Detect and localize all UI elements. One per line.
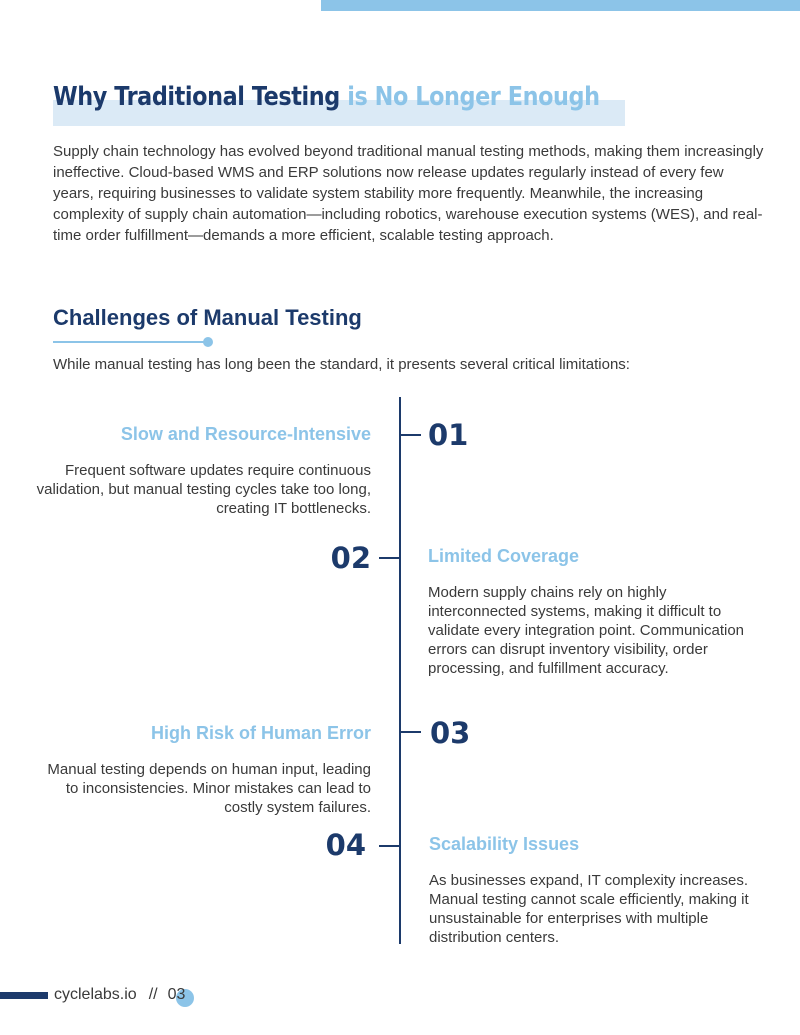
footer [54,986,185,1004]
page-title-light: is No Longer Enough [347,82,600,112]
challenge-body-03: Manual testing depends on human input, leading to inconsistencies. Minor mistakes can lead to costly system failures. [47,761,371,816]
section-lead: While manual testing has long been the standard, it presents several critical limitations: [53,356,630,373]
page-number-text: 03 [167,986,186,1003]
footer-site: cyclelabs.io [54,986,137,1003]
challenge-body-04: As businesses expand, IT complexity increases. Manual testing cannot scale efficiently, making it unsustainable for enterprises with multiple distribution centers. [429,872,749,946]
top-accent-bar [321,0,800,11]
challenge-number-03: 03 [430,716,471,750]
challenge-title-01: Slow and Resource-Intensive [120,424,371,444]
page-title-block [53,82,689,112]
challenge-number-01: 01 [428,418,469,452]
challenge-number-04: 04 [325,828,366,862]
challenge-body-02: Modern supply chains rely on highly interconnected systems, making it difficult to validate every integration point. Communication errors can disrupt inventory visibility, order processing, and fulfillment accuracy. [428,584,745,677]
timeline-tick-01 [401,434,421,436]
section-underline-dot [203,337,213,347]
timeline-tick-02 [379,557,399,559]
challenge-title-02: Limited Coverage [428,546,580,566]
challenge-title-04: Scalability Issues [429,834,580,854]
section-underline [53,341,205,343]
page-number [168,986,186,1004]
footer-separator: // [148,986,158,1003]
intro-paragraph: Supply chain technology has evolved beyond traditional manual testing methods, making them increasingly ineffective. Cloud-based WMS and ERP solutions now release updates regularly instead of every few years, requiring businesses to validate system stability more frequently. Meanwhile, the increasing complexity of supply chain automation—including robotics, warehouse execution systems (WES), and real-time order fulfillment—demands a more efficient, scalable testing approach. [53,143,764,244]
timeline-tick-03 [401,731,421,733]
timeline-line [399,397,401,944]
page-title [53,82,600,112]
section-title: Challenges of Manual Testing [53,305,362,330]
footer-bar [0,992,48,999]
page-title-dark: Why Traditional Testing [53,82,340,112]
timeline-tick-04 [379,845,399,847]
challenge-title-03: High Risk of Human Error [150,723,371,743]
challenge-number-02: 02 [330,541,371,575]
challenge-body-01: Frequent software updates require continuous validation, but manual testing cycles take too long, creating IT bottlenecks. [36,462,371,517]
